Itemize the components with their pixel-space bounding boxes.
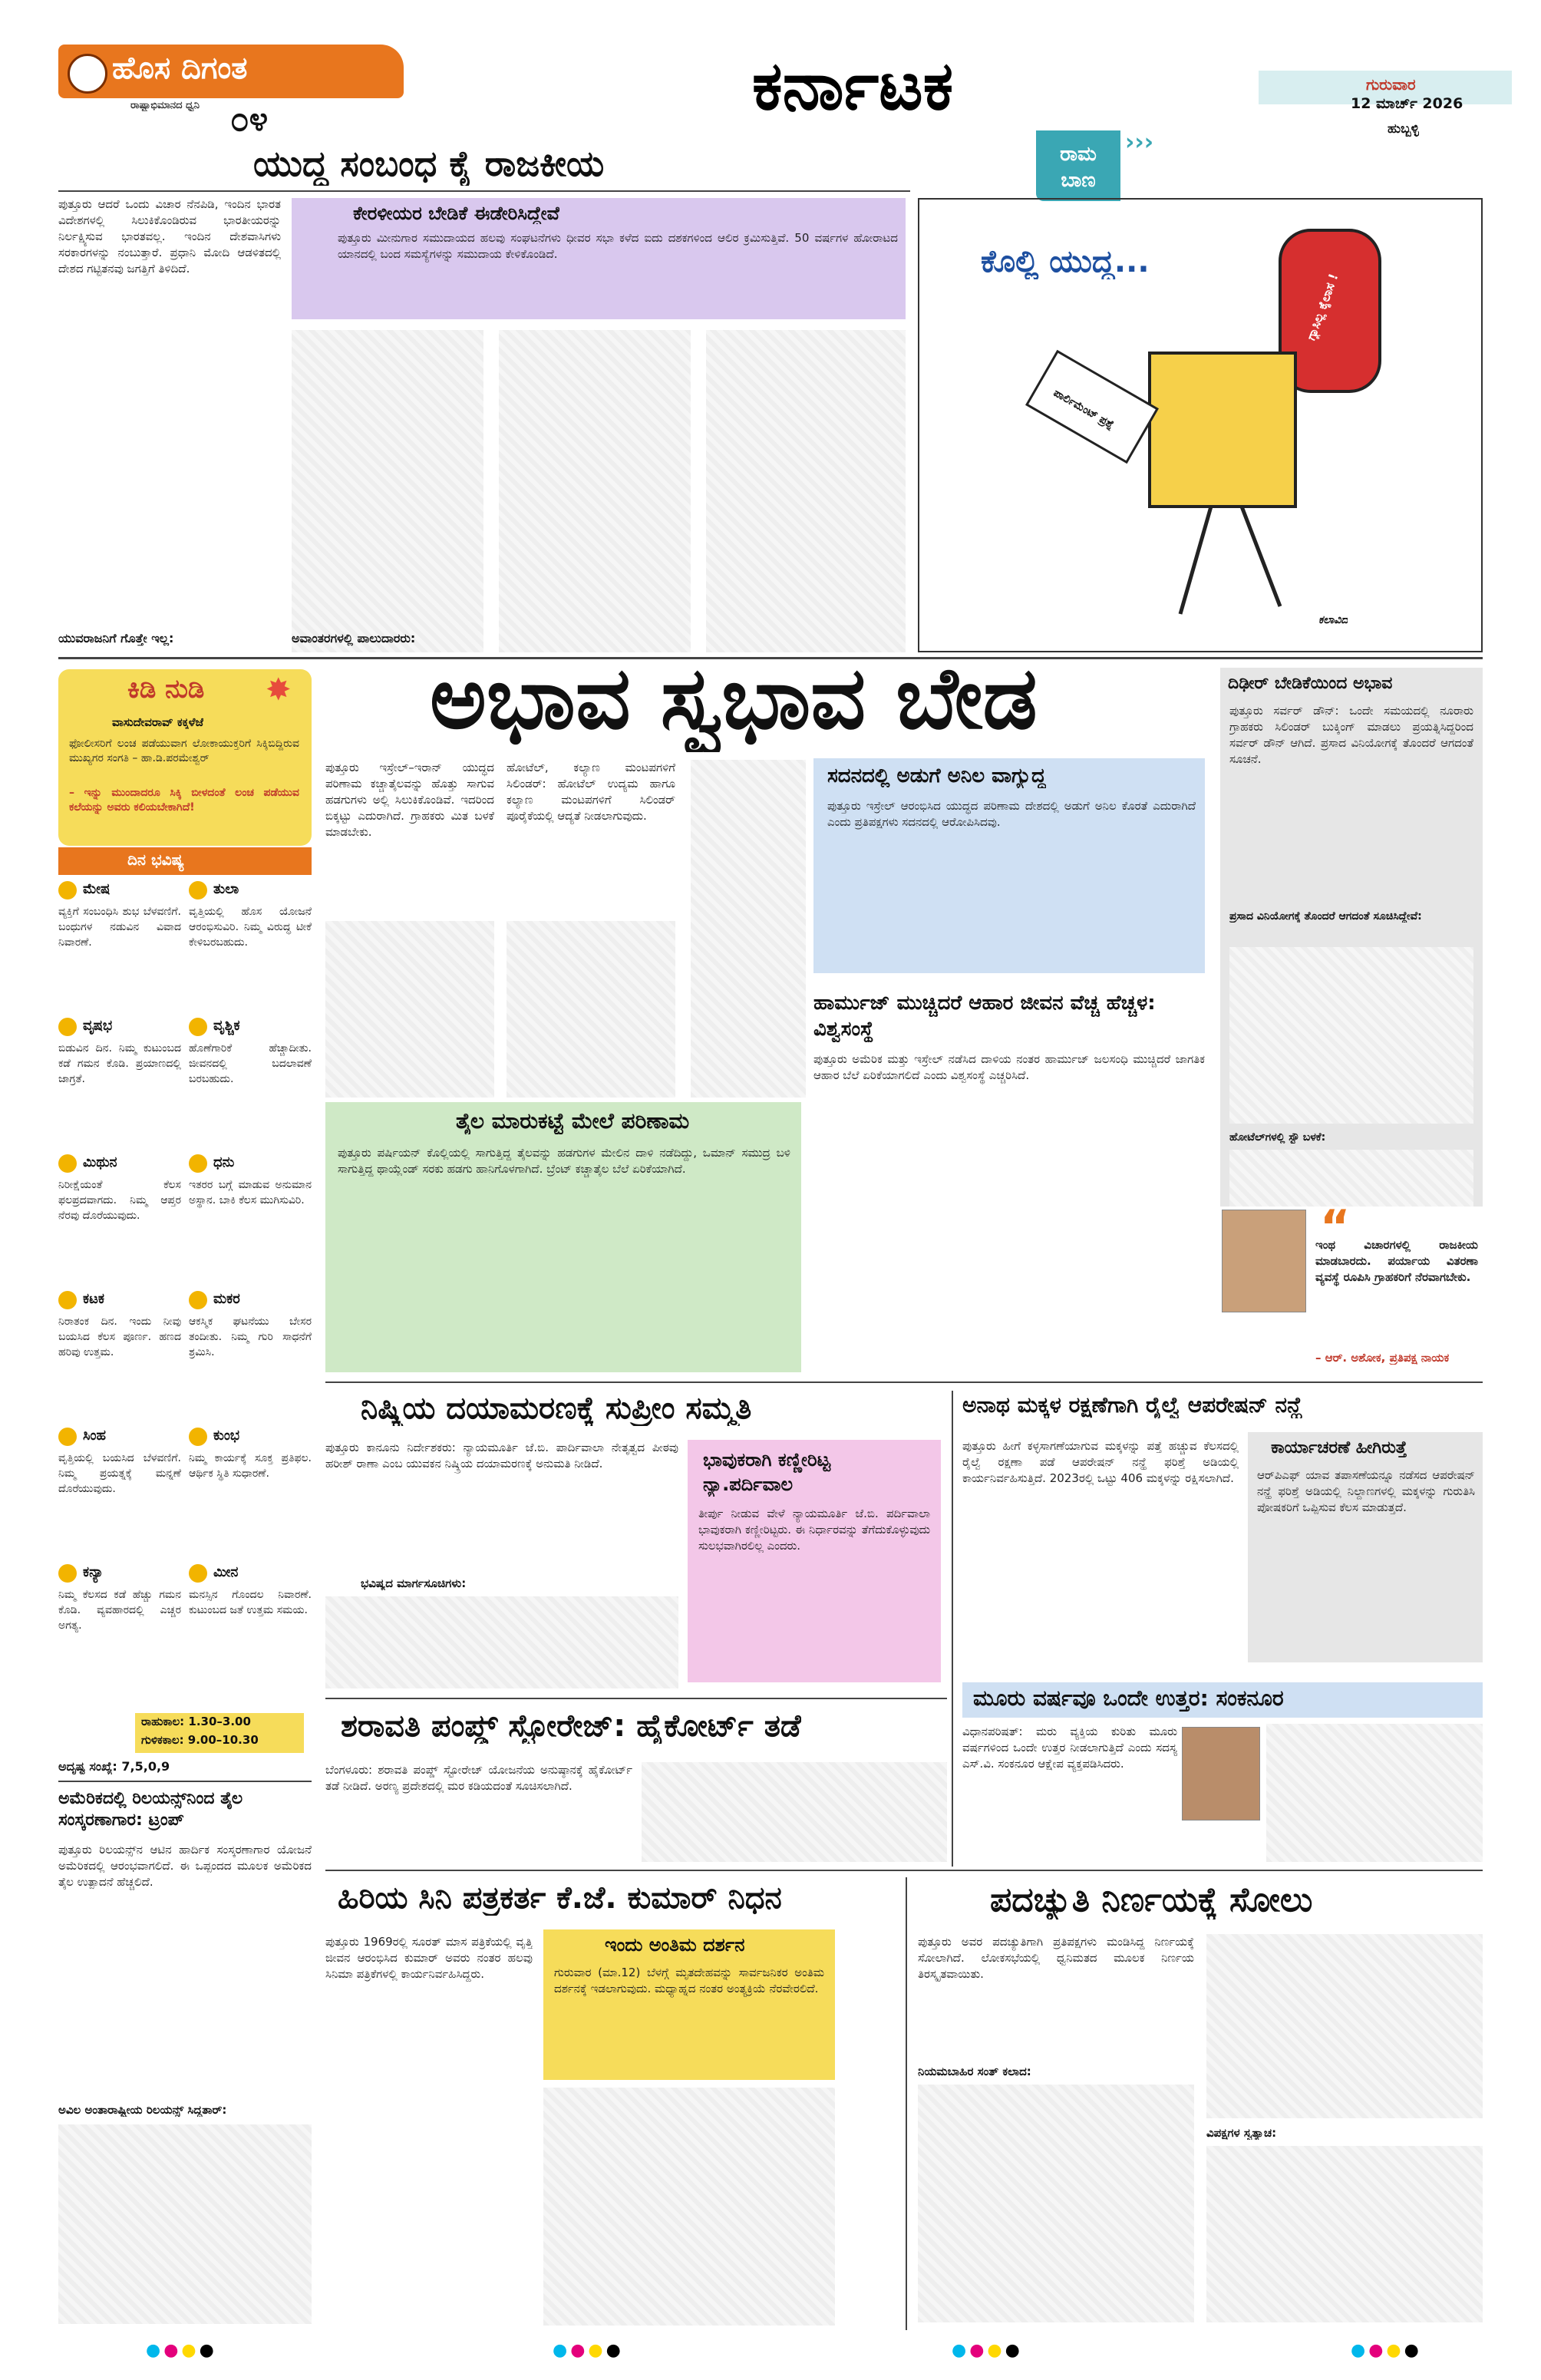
horoscope-sign	[58, 1154, 181, 1285]
horoscope-sign-text: ನಿರೀಕ್ಷೆಯಂತೆ ಕೆಲಸ ಫಲಪ್ರದವಾಗದು. ನಿಮ್ಮ ಆಪ್ತರ ನೆರವು ದೊರೆಯುವುದು.	[58, 1179, 181, 1222]
horoscope-sign-text: ನಿರಾತಂಕ ದಿನ. ಇಂದು ನೀವು ಬಯಸಿದ ಕೆಲಸ ಪೂರ್ಣ. ಹಣದ ಹರಿವು ಉತ್ತಮ.	[58, 1315, 181, 1358]
kidi-line2: – ಇನ್ನು ಮುಂದಾದರೂ ಸಿಕ್ಕಿ ಬೀಳದಂತೆ ಲಂಚ ಪಡೆಯುವ ಕಲೆಯನ್ನು ಅವರು ಕಲಿಯಬೇಕಾಗಿದೆ!	[69, 787, 299, 814]
darshan-box	[543, 1929, 835, 2080]
top-story-col2	[292, 330, 483, 652]
horoscope-sign-text: ಮನಸ್ಸಿನ ಗೊಂದಲ ನಿವಾರಣೆ. ಕುಟುಂಬದ ಜತೆ ಉತ್ತಮ ಸಮಯ.	[189, 1589, 312, 1616]
horoscope-sign-name: ಮಕರ	[213, 1291, 240, 1307]
kerala-box-text: ಪುತ್ತೂರು ಮೀನುಗಾರ ಸಮುದಾಯದ ಹಲವು ಸಂಘಟನೆಗಳು ಧೀವರ ಸಭಾ ಕಳೆದ ಐದು ದಶಕಗಳಿಂದ ಆಲಿರ ಕ್ರಮಿಸುತ್ತಿವೆ. 50 ವರ್ಷಗಳ ಹೋರಾಟದ ಯಾನದಲ್ಲಿ ಬಂದ ಸಮಸ್ಯೆಗಳನ್ನು ಸಮುದಾಯ ಕೇಳಿಕೊಂಡಿದೆ.	[338, 231, 898, 261]
gulika: ಗುಳಿಕಕಾಲ: 9.00–10.30	[141, 1733, 259, 1747]
sharavati-text: ಬೆಂಗಳೂರು: ಶರಾವತಿ ಪಂಪ್ಡ್ ಸ್ಟೋರೇಜ್ ಯೋಜನೆಯ ಅನುಷ್ಠಾನಕ್ಕೆ ಹೈಕೋರ್ಟ್ ತಡೆ ನೀಡಿದೆ. ಅರಣ್ಯ ಪ್ರದೇಶದಲ್ಲಿ ಮರ ಕಡಿಯದಂತೆ ಸೂಚಿಸಲಾಗಿದೆ.	[325, 1763, 632, 1793]
registration-mark: ●●●●	[146, 2341, 217, 2360]
horoscope-sign-name: ಕಟಕ	[83, 1291, 104, 1307]
oil-box	[325, 1102, 801, 1372]
arrows-icon: ›››	[1125, 129, 1154, 156]
horoscope-sign-text: ನಿಮ್ಮ ಕೆಲಸದ ಕಡೆ ಹೆಚ್ಚು ಗಮನ ಕೊಡಿ. ವ್ಯವಹಾರದಲ್ಲಿ ಎಚ್ಚರ ಅಗತ್ಯ.	[58, 1589, 181, 1632]
reliance-subhead: ಅವಿಲ ಅಂತಾರಾಷ್ಟ್ರೀಯ ರಿಲಯನ್ಸ್ ಸಿದ್ಧತಾರ್:	[58, 2103, 227, 2117]
zodiac-icon	[58, 1428, 77, 1446]
quote-box	[1220, 1207, 1483, 1374]
city: ಹುಬ್ಬಳ್ಳಿ	[1388, 121, 1419, 137]
ramabana-badge	[1036, 130, 1120, 201]
brand-logo-icon	[68, 54, 107, 94]
horoscope-sign-name: ವೃಷಭ	[83, 1018, 113, 1034]
oil-box-text: ಪುತ್ತೂರು ಪರ್ಷಿಯನ್ ಕೊಲ್ಲಿಯಲ್ಲಿ ಸಾಗುತ್ತಿದ್ದ ತೈಲವನ್ನು ಹಡಗುಗಳ ಮೇಲಿನ ದಾಳಿ ನಡೆದಿದ್ದು, ಒಮಾನ್ ಸಮುದ್ರ ಬಳಿ ಸಾಗುತ್ತಿದ್ದ ಥಾಯ್ಲೆಂಡ್ ಸರಕು ಹಡಗು ಹಾನಿಗೊಳಗಾಗಿದೆ. ಬ್ರೆಂಟ್ ಕಚ್ಚಾತೈಲ ಬೆಲೆ ಏರಿಕೆಯಾಗಿದೆ.	[338, 1146, 790, 1176]
date: 12 ಮಾರ್ಚ್ 2026	[1351, 95, 1463, 112]
horoscope-sign-text: ಆಕಸ್ಮಿಕ ಘಟನೆಯು ಬೇಸರ ತಂದೀತು. ನಿಮ್ಮ ಗುರಿ ಸಾಧನೆಗೆ ಶ್ರಮಿಸಿ.	[189, 1315, 312, 1358]
horoscope-sign	[58, 1018, 181, 1148]
horoscope-sign-name: ಧನು	[213, 1154, 235, 1170]
hormuz-headline: ಹಾರ್ಮುಜ್ ಮುಚ್ಚಿದರೆ ಆಹಾರ ಜೀವನ ವೆಚ್ಚ ಹೆಚ್ಚಳ: ವಿಶ್ವಸಂಸ್ಥೆ	[813, 992, 1156, 1041]
euthanasia-more	[325, 1596, 678, 1688]
zodiac-icon	[189, 1018, 207, 1036]
euthanasia-headline: ನಿಷ್ಕ್ರಿಯ ದಯಾಮರಣಕ್ಕೆ ಸುಪ್ರೀಂ ಸಮ್ಮತಿ	[361, 1391, 752, 1426]
figure-body	[1150, 353, 1295, 507]
karya-box	[1248, 1432, 1483, 1662]
zodiac-icon	[189, 881, 207, 900]
rahukala-box	[135, 1713, 304, 1753]
padachyuti-text: ಪುತ್ತೂರು ಅವರ ಪದಚ್ಯುತಿಗಾಗಿ ಪ್ರತಿಪಕ್ಷಗಳು ಮಂಡಿಸಿದ್ದ ನಿರ್ಣಯಕ್ಕೆ ಸೋಲಾಗಿದೆ. ಲೋಕಸಭೆಯಲ್ಲಿ ಧ್ವನಿಮತದ ಮೂಲಕ ನಿರ್ಣಯ ತಿರಸ್ಕೃತವಾಯಿತು.	[918, 1935, 1194, 1981]
horoscope-sign	[189, 1154, 312, 1285]
kidi-title: ಕಿಡಿ ನುಡಿ	[127, 674, 205, 705]
main-col1: ಪುತ್ತೂರು ಇಸ್ರೇಲ್–ಇರಾನ್ ಯುದ್ಧದ ಪರಿಣಾಮ ಕಚ್ಚಾತೈಲವನ್ನು ಹೊತ್ತು ಸಾಗುವ ಹಡಗುಗಳು ಅಲ್ಲಿ ಸಿಲುಕಿಕೊಂಡಿವೆ. ಇದರಿಂದ ಬಿಕ್ಕಟ್ಟು ಎದುರಾಗಿದೆ. ಗ್ರಾಹಕರು ಮಿತ ಬಳಕೆ ಮಾಡಬೇಕು.	[325, 761, 494, 839]
horoscope-sign-text: ಇತರರ ಬಗ್ಗೆ ಮಾಡುವ ಅನುಮಾನ ಅಸ್ಥಾನ. ಬಾಕಿ ಕೆಲಸ ಮುಗಿಸುವಿರಿ.	[189, 1179, 312, 1207]
page-number: ೦೪	[230, 100, 269, 139]
horoscope-sign	[58, 1564, 181, 1695]
registration-mark: ●●●●	[1351, 2341, 1422, 2360]
cartoon-title: ಕೊಲ್ಲಿ ಯುದ್ಧ...	[981, 244, 1150, 279]
top-story-col3	[499, 330, 691, 652]
masthead-brand	[58, 45, 404, 98]
anil-box	[813, 758, 1205, 973]
reliance-more	[58, 2124, 312, 2324]
kidi-author: ವಾಸುದೇವರಾವ್ ಕಕ್ಕಳೆಜೆ	[112, 715, 204, 729]
horoscope-sign	[58, 881, 181, 1012]
quote-photo	[1222, 1210, 1306, 1312]
zodiac-icon	[189, 1291, 207, 1309]
dhidhir-sub2: ಹೋಟೆಲ್‌ಗಳಲ್ಲಿ ಸ್ಟೌ ಬಳಕೆ:	[1229, 1131, 1326, 1144]
horoscope-header	[58, 847, 312, 875]
pink-box-text: ತೀರ್ಪು ನೀಡುವ ವೇಳೆ ನ್ಯಾಯಮೂರ್ತಿ ಜೆ.ಬಿ. ಪರ್ದಿವಾಲಾ ಭಾವುಕರಾಗಿ ಕಣ್ಣೀರಿಟ್ಟರು. ಈ ನಿರ್ಧಾರವನ್ನು ತೆಗೆದುಕೊಳ್ಳುವುದು ಸುಲಭವಾಗಿರಲಿಲ್ಲ ಎಂದರು.	[698, 1507, 930, 1553]
railway-headline: ಅನಾಥ ಮಕ್ಕಳ ರಕ್ಷಣೆಗಾಗಿ ರೈಲ್ವೆ ಆಪರೇಷನ್ ನನ್ಹೆ	[962, 1392, 1303, 1418]
cartoon	[918, 198, 1483, 652]
horoscope-sign-name: ಮಿಥುನ	[83, 1154, 117, 1170]
sankanur-header	[962, 1682, 1483, 1718]
pink-box	[688, 1440, 941, 1682]
zodiac-icon	[189, 1564, 207, 1583]
lucky-number: ಅದೃಷ್ಟ ಸಂಖ್ಯೆ: 7,5,0,9	[58, 1759, 170, 1774]
horoscope-sign-text: ವೃತ್ತಿಯಲ್ಲಿ ಬಯಸಿದ ಬೆಳವಣಿಗೆ. ನಿಮ್ಮ ಪ್ರಯತ್ನಕ್ಕೆ ಮನ್ನಣೆ ದೊರೆಯುವುದು.	[58, 1452, 181, 1495]
ramabana-label: ರಾಮ ಬಾಣ	[1060, 143, 1097, 192]
horoscope-sign	[189, 1018, 312, 1148]
kumar-headline: ಹಿರಿಯ ಸಿನಿ ಪತ್ರಕರ್ತ ಕೆ.ಜೆ. ಕುಮಾರ್ ನಿಧನ	[338, 1880, 782, 1916]
zodiac-icon	[58, 1154, 77, 1173]
top-story-col4	[706, 330, 906, 652]
karya-text: ಆರ್‌ಪಿಎಫ್ ಯಾವ ತಪಾಸಣೆಯನ್ನೂ ನಡೆಸದ ಆಪರೇಷನ್ ನನ್ಹೆ ಫರಿಶ್ತೆ ಅಡಿಯಲ್ಲಿ ನಿಲ್ದಾಣಗಳಲ್ಲಿ ಮಕ್ಕಳನ್ನು ಗುರುತಿಸಿ ಪೋಷಕರಿಗೆ ಒಪ್ಪಿಸುವ ಕೆಲಸ ಮಾಡುತ್ತದೆ.	[1257, 1468, 1475, 1514]
horoscope-sign	[189, 881, 312, 1012]
horoscope-sign-name: ಮೇಷ	[83, 881, 111, 897]
padachyuti-sub2: ವಿಪಕ್ಷಗಳ ಸ್ವತ್ಯಾಚ:	[1206, 2126, 1277, 2140]
horoscope-sign-text: ಹೊಣೆಗಾರಿಕೆ ಹೆಚ್ಚಾದೀತು. ಜೀವನದಲ್ಲಿ ಬದಲಾವಣೆ ಬರಬಹುದು.	[189, 1042, 312, 1085]
horoscope-sign-name: ತುಲಾ	[213, 881, 239, 897]
dhidhir-sub1: ಪ್ರಸಾದ ವಿನಿಯೋಗಕ್ಕೆ ತೊಂದರೆ ಆಗದಂತೆ ಸೂಚಿಸಿದ್ದೇವೆ:	[1229, 910, 1422, 923]
oil-box-title: ತೈಲ ಮಾರುಕಟ್ಟೆ ಮೇಲೆ ಪರಿಣಾಮ	[456, 1108, 690, 1134]
top-story-subhead2: ಅವಾಂತರಗಳಲ್ಲಿ ಪಾಲುದಾರರು:	[292, 631, 416, 645]
hormuz-text: ಪುತ್ತೂರು ಅಮೆರಿಕ ಮತ್ತು ಇಸ್ರೇಲ್ ನಡೆಸಿದ ದಾಳಿಯ ನಂತರ ಹಾರ್ಮುಜ್ ಜಲಸಂಧಿ ಮುಚ್ಚಿದರೆ ಜಾಗತಿಕ ಆಹಾರ ಬೆಲೆ ಏರಿಕೆಯಾಗಲಿದೆ ಎಂದು ವಿಶ್ವಸಂಸ್ಥೆ ಎಚ್ಚರಿಸಿದೆ.	[813, 1052, 1205, 1082]
zodiac-icon	[189, 1428, 207, 1446]
darshan-text: ಗುರುವಾರ (ಮಾ.12) ಬೆಳಗ್ಗೆ ಮೃತದೇಹವನ್ನು ಸಾರ್ವಜನಿಕರ ಅಂತಿಮ ದರ್ಶನಕ್ಕೆ ಇಡಲಾಗುವುದು. ಮಧ್ಯಾಹ್ನದ ನಂತರ ಅಂತ್ಯಕ್ರಿಯೆ ನೆರವೇರಲಿದೆ.	[554, 1966, 824, 1995]
horoscope-sign	[189, 1564, 312, 1695]
horoscope-sign-name: ಮೀನ	[213, 1564, 239, 1580]
main-col2: ಹೋಟೆಲ್, ಕಲ್ಯಾಣ ಮಂಟಪಗಳಿಗೆ ಸಿಲಿಂಡರ್: ಹೋಟೆಲ್ ಉದ್ಯಮ ಹಾಗೂ ಕಲ್ಯಾಣ ಮಂಟಪಗಳಿಗೆ ಸಿಲಿಂಡರ್ ಪೂರೈಕೆಯಲ್ಲಿ ಆದ್ಯತೆ ನೀಡಲಾಗುವುದು.	[507, 761, 675, 823]
sharavati-more	[642, 1762, 947, 1862]
kumar-text: ಪುತ್ತೂರು 1969ರಲ್ಲಿ ಸೂರತ್ ಮಾಸ ಪತ್ರಿಕೆಯಲ್ಲಿ ವೃತ್ತಿ ಜೀವನ ಆರಂಭಿಸಿದ ಕುಮಾರ್ ಅವರು ನಂತರ ಹಲವು ಸಿನಿಮಾ ಪತ್ರಿಕೆಗಳಲ್ಲಿ ಕಾರ್ಯನಿರ್ವಹಿಸಿದ್ದರು.	[325, 1935, 533, 1981]
horoscope-sign-name: ಕನ್ಯಾ	[83, 1564, 104, 1580]
karya-title: ಕಾರ್ಯಾಚರಣೆ ಹೀಗಿರುತ್ತೆ	[1271, 1438, 1407, 1457]
horoscope-sign-name: ಕುಂಭ	[213, 1428, 240, 1444]
zodiac-icon	[189, 1154, 207, 1173]
kidi-line1: ಫೋಲೀಸರಿಗೆ ಲಂಚ ಪಡೆಯುವಾಗ ಲೋಕಾಯುಕ್ತರಿಗೆ ಸಿಕ್ಕಿಬಿದ್ದಿರುವ ಮುಖ್ಯಗರ ಸಂಗತಿ – ಹಾ.ಡಿ.ಪರಮೇಶ್ವರ್	[69, 738, 299, 764]
main-col1-more	[325, 921, 494, 1098]
kerala-box-title: ಕೇರಳೀಯರ ಬೇಡಿಕೆ ಈಡೇರಿಸಿದ್ದೇವೆ	[353, 203, 559, 224]
horoscope-grid	[58, 881, 312, 1704]
kerala-box	[292, 198, 906, 319]
horoscope-sign	[58, 1291, 181, 1421]
top-story-headline: ಯುದ್ಧ ಸಂಬಂಧ ಕೈ ರಾಜಕೀಯ	[253, 143, 605, 184]
brand-name: ಹೊಸ ದಿಗಂತ	[112, 51, 248, 86]
top-story-lede: ಪುತ್ತೂರು ಆದರೆ ಒಂದು ವಿಚಾರ ನೆನಪಿಡಿ, ಇಂದಿನ ಭಾರತ ವಿದೇಶಗಳಲ್ಲಿ ಸಿಲುಕಿಕೊಂಡಿರುವ ಭಾರತೀಯರನ್ನು ನಿರ್ಲಕ್ಷ್ಯಿಸುವ ಭಾರತವಲ್ಲ. ಇಂದಿನ ದೇಶವಾಸಿಗಳು ಸರಕಾರಗಳನ್ನು ನಂಬುತ್ತಾರೆ. ಪ್ರಧಾನಿ ಮೋದಿ ಆಡಳಿತದಲ್ಲಿ ದೇಶದ ಗಟ್ಟಿತನವು ಜಗತ್ತಿಗೆ ತಿಳಿದಿದೆ.	[58, 197, 281, 276]
cartoon-drawing	[919, 200, 1481, 651]
dhidhir-more	[1229, 947, 1473, 1124]
spark-icon: ✸	[266, 672, 292, 708]
zodiac-icon	[58, 1564, 77, 1583]
padachyuti-col2-more	[1206, 2146, 1483, 2322]
quote-author: – ಆರ್. ಅಶೋಕ, ಪ್ರತಿಪಕ್ಷ ನಾಯಕ	[1315, 1351, 1450, 1365]
section-title: ಕರ್ನಾಟಕ	[752, 46, 954, 125]
cartoon-sign-text: ಗ್ಯಾಸಿಲ್ಲ ಕೈಲಾಸ !	[1303, 271, 1341, 342]
zodiac-icon	[58, 881, 77, 900]
zodiac-icon	[58, 1291, 77, 1309]
horoscope-sign-text: ಬಿಡುವಿನ ದಿನ. ನಿಮ್ಮ ಕುಟುಂಬದ ಕಡೆ ಗಮನ ಕೊಡಿ. ಪ್ರಯಾಣದಲ್ಲಿ ಜಾಗ್ರತೆ.	[58, 1042, 181, 1085]
registration-mark: ●●●●	[553, 2341, 624, 2360]
horoscope-sign-text: ನಿಮ್ಮ ಕಾರ್ಯಕ್ಕೆ ಸೂಕ್ತ ಪ್ರತಿಫಲ. ಆರ್ಥಿಕ ಸ್ಥಿತಿ ಸುಧಾರಣೆ.	[189, 1452, 312, 1480]
cartoon-artist: ಕಲಾವಿದ	[1318, 614, 1348, 626]
padachyuti-sub1: ನಿಯಮಬಾಹಿರ ಸಂತ್ ಕಲಾದ:	[918, 2065, 1031, 2078]
horoscope-sign-text: ವೃತ್ತಿಯಲ್ಲಿ ಹೊಸ ಯೋಜನೆ ಆರಂಭಿಸುವಿರಿ. ನಿಮ್ಮ ವಿರುದ್ಧ ಟೀಕೆ ಕೇಳಿಬರಬಹುದು.	[189, 906, 312, 949]
day: ಗುರುವಾರ	[1366, 75, 1416, 94]
railway-text: ಪುತ್ತೂರು ಹೀಗೆ ಕಳ್ಳಸಾಗಣೆಯಾಗುವ ಮಕ್ಕಳನ್ನು ಪತ್ತೆ ಹಚ್ಚುವ ಕೆಲಸದಲ್ಲಿ ರೈಲ್ವೆ ರಕ್ಷಣಾ ಪಡೆ ಆಪರೇಷನ್ ನನ್ಹೆ ಫರಿಶ್ತೆ ಅಡಿಯಲ್ಲಿ ಕಾರ್ಯನಿರ್ವಹಿಸುತ್ತಿದೆ. 2023ರಲ್ಲಿ ಒಟ್ಟು 406 ಮಕ್ಕಳನ್ನು ರಕ್ಷಿಸಲಾಗಿದೆ.	[962, 1439, 1239, 1485]
top-story-subhead: ಯುವರಾಜನಿಗೆ ಗೊತ್ತೇ ಇಲ್ಲ:	[58, 631, 174, 645]
cartoon-paper-text: ಪಾರ್ಲಿಮೆಂಟ್ ಪ್ರಶ್ನೆ	[1051, 386, 1117, 432]
brand-tagline: ರಾಷ್ಟ್ರಾಭಿಮಾನದ ಧ್ವನಿ	[130, 100, 200, 111]
euthanasia-text: ಪುತ್ತೂರು ಕಾನೂನು ನಿರ್ದೇಶಕರು: ನ್ಯಾಯಮೂರ್ತಿ ಜೆ.ಬಿ. ಪಾರ್ದಿವಾಲಾ ನೇತೃತ್ವದ ಪೀಠವು ಹರೀಶ್ ರಾಣಾ ಎಂಬ ಯುವಕನ ನಿಷ್ಕ್ರಿಯ ದಯಾಮರಣಕ್ಕೆ ಅನುಮತಿ ನೀಡಿದೆ.	[325, 1441, 678, 1471]
sankanur-photo	[1182, 1727, 1260, 1820]
quote-mark-icon: “	[1320, 1207, 1351, 1254]
padachyuti-col2	[1206, 1934, 1483, 2118]
darshan-title: ಇಂದು ಅಂತಿಮ ದರ್ಶನ	[605, 1934, 745, 1956]
kidi-nudi-box	[58, 669, 312, 846]
horoscope-sign-name: ಸಿಂಹ	[83, 1428, 107, 1444]
dhidhir-title: ದಿಢೀರ್ ಬೇಡಿಕೆಯಿಂದ ಅಭಾವ	[1228, 674, 1393, 693]
kumar-more	[543, 2088, 835, 2326]
dhidhir-text: ಪುತ್ತೂರು ಸರ್ವರ್ ಡೌನ್: ಒಂದೇ ಸಮಯದಲ್ಲಿ ನೂರಾರು ಗ್ರಾಹಕರು ಸಿಲಿಂಡರ್ ಬುಕ್ಕಿಂಗ್ ಮಾಡಲು ಪ್ರಯತ್ನಿಸಿದ್ದರಿಂದ ಸರ್ವರ್ ಡೌನ್ ಆಗಿದೆ. ಪ್ರಸಾದ ವಿನಿಯೋಗಕ್ಕೆ ತೊಂದರೆ ಆಗದಂತೆ ಸೂಚನೆ.	[1229, 704, 1473, 766]
sankanur-text: ವಿಧಾನಪರಿಷತ್: ಮರು ವ್ಯಕ್ತಿಯ ಕುರಿತು ಮೂರು ವರ್ಷಗಳಿಂದ ಒಂದೇ ಉತ್ತರ ನೀಡಲಾಗುತ್ತಿದೆ ಎಂದು ಸದಸ್ಯ ಎಸ್.ವಿ. ಸಂಕನೂರ ಆಕ್ಷೇಪ ವ್ಯಕ್ತಪಡಿಸಿದರು.	[962, 1725, 1177, 1771]
quote-text: ಇಂಥ ವಿಚಾರಗಳಲ್ಲಿ ರಾಜಕೀಯ ಮಾಡಬಾರದು. ಪರ್ಯಾಯ ವಿತರಣಾ ವ್ಯವಸ್ಥೆ ರೂಪಿಸಿ ಗ್ರಾಹಕರಿಗೆ ನೆರವಾಗಬೇಕು.	[1315, 1238, 1478, 1284]
horoscope-sign-name: ವೃಶ್ಚಿಕ	[213, 1018, 240, 1034]
padachyuti-headline: ಪದಚ್ಯುತಿ ನಿರ್ಣಯಕ್ಕೆ ಸೋಲು	[990, 1880, 1313, 1920]
zodiac-icon	[58, 1018, 77, 1036]
sharavati-headline: ಶರಾವತಿ ಪಂಪ್ಡ್ ಸ್ಟೋರೇಜ್: ಹೈಕೋರ್ಟ್ ತಡೆ	[341, 1708, 801, 1744]
sankanur-more	[1266, 1724, 1483, 1862]
anil-box-text: ಪುತ್ತೂರು ಇಸ್ರೇಲ್ ಆರಂಭಿಸಿದ ಯುದ್ಧದ ಪರಿಣಾಮ ದೇಶದಲ್ಲಿ ಅಡುಗೆ ಅನಿಲ ಕೊರತೆ ಎದುರಾಗಿದೆ ಎಂದು ಪ್ರತಿಪಕ್ಷಗಳು ಸದನದಲ್ಲಿ ಆರೋಪಿಸಿದವು.	[827, 799, 1196, 829]
reliance-text: ಪುತ್ತೂರು ರಿಲಯನ್ಸ್‌ನ ಆಟಿನ ಹಾರ್ದಿಕ ಸಂಸ್ಕರಣಾಗಾರ ಯೋಜನೆ ಅಮೆರಿಕದಲ್ಲಿ ಆರಂಭವಾಗಲಿದೆ. ಈ ಒಪ್ಪಂದದ ಮೂಲಕ ಅಮೆರಿಕದ ತೈಲ ಉತ್ಪಾದನೆ ಹೆಚ್ಚಲಿದೆ.	[58, 1843, 312, 1889]
main-col2-more	[507, 921, 675, 1098]
padachyuti-more	[918, 2085, 1194, 2322]
sankanur-headline: ಮೂರು ವರ್ಷವೂ ಒಂದೇ ಉತ್ತರ: ಸಂಕನೂರ	[973, 1685, 1284, 1711]
horoscope-sign-text: ವ್ಯಕ್ತಿಗೆ ಸಂಬಂಧಿಸಿ ಶುಭ ಬೆಳವಣಿಗೆ. ಬಂಧುಗಳ ನಡುವಿನ ವಿವಾದ ನಿವಾರಣೆ.	[58, 906, 181, 949]
registration-mark: ●●●●	[952, 2341, 1023, 2360]
rahukala: ರಾಹುಕಾಲ: 1.30–3.00	[141, 1715, 251, 1728]
euthanasia-sub: ಭವಿಷ್ಯದ ಮಾರ್ಗಸೂಚಿಗಳು:	[361, 1576, 467, 1590]
horoscope-sign	[189, 1428, 312, 1558]
main-headline: ಅಭಾವ ಸ್ವಭಾವ ಬೇಡ	[430, 649, 1038, 748]
horoscope-sign	[189, 1291, 312, 1421]
pink-box-title: ಭಾವುಕರಾಗಿ ಕಣ್ಣೀರಿಟ್ಟ ನ್ಯಾ.ಪರ್ದಿವಾಲ	[703, 1449, 831, 1495]
horoscope-title: ದಿನ ಭವಿಷ್ಯ	[127, 850, 184, 869]
main-col3	[691, 760, 806, 1098]
anil-box-title: ಸದನದಲ್ಲಿ ಅಡುಗೆ ಅನಿಲ ವಾಗ್ಯುದ್ಧ	[827, 764, 1046, 787]
horoscope-sign	[58, 1428, 181, 1558]
reliance-headline: ಅಮೆರಿಕದಲ್ಲಿ ರಿಲಯನ್ಸ್‌ನಿಂದ ತೈಲ ಸಂಸ್ಕರಣಾಗಾರ: ಟ್ರಂಪ್	[58, 1789, 243, 1830]
